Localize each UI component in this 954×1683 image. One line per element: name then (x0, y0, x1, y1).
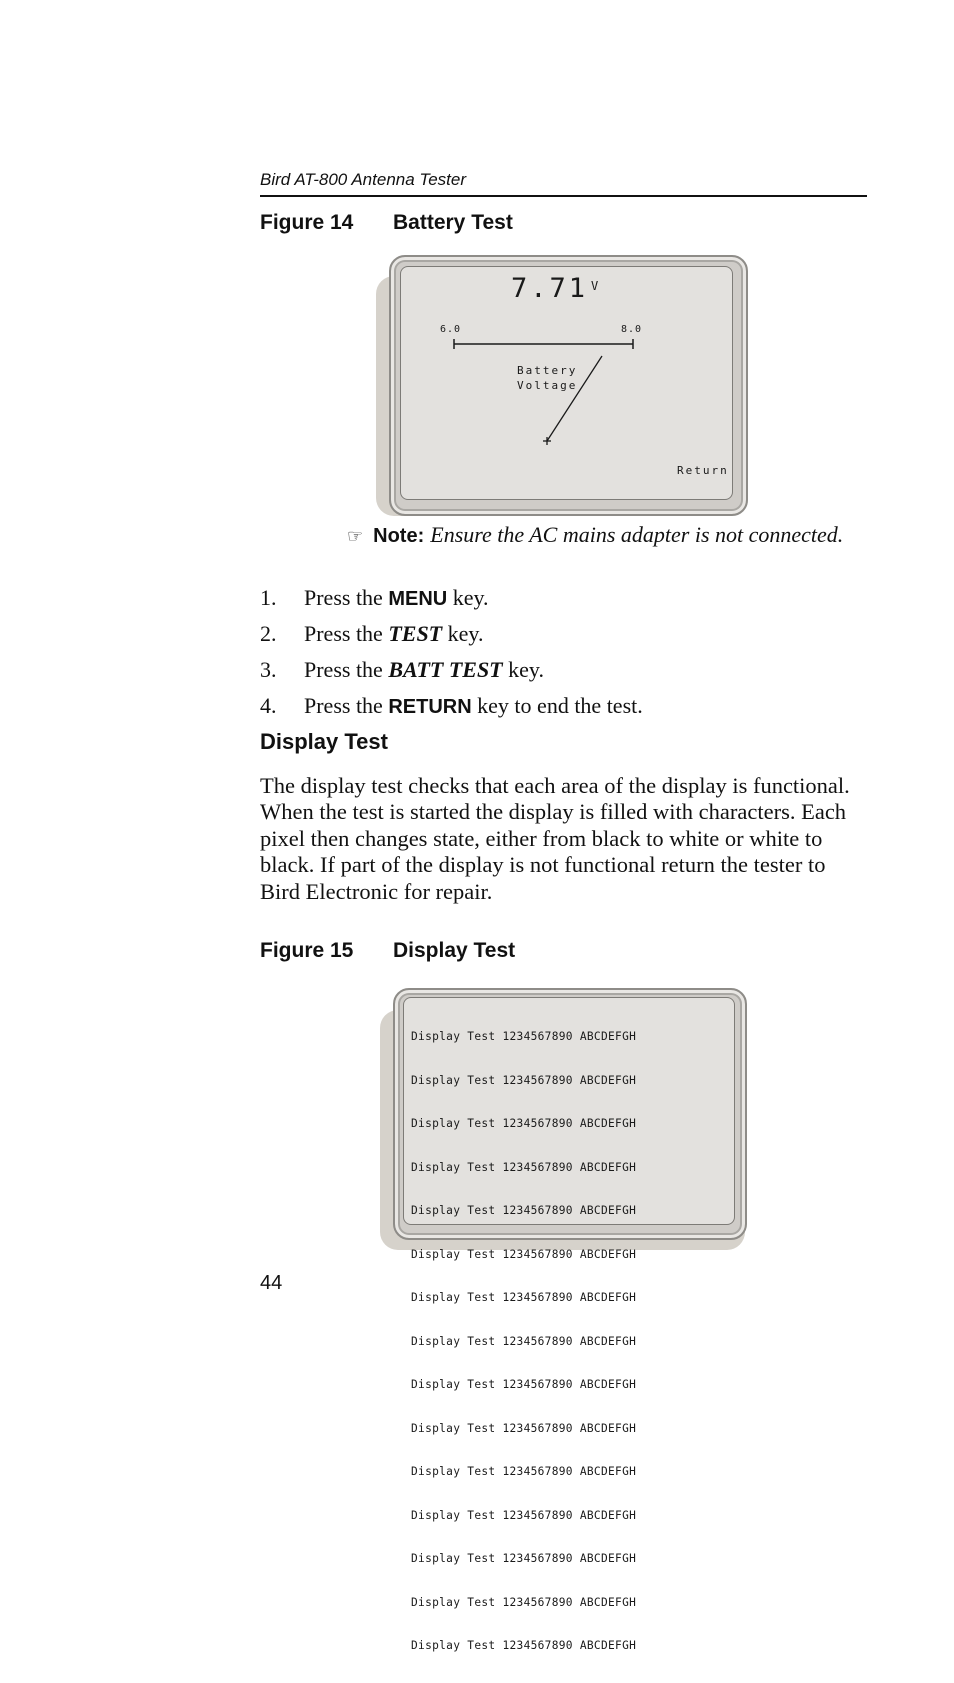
list-item (260, 657, 544, 683)
display-test-screen (403, 997, 735, 1652)
key-name-test: TEST (388, 621, 443, 646)
step-number: 4. (260, 693, 277, 718)
section-heading: Display Test (260, 729, 388, 754)
figure-14-number: Figure 14 (260, 211, 354, 234)
step-text: Press the (304, 693, 383, 718)
screen-line: Display Test 1234567890 ABCDEFGH (411, 1334, 637, 1348)
screen-line: Display Test 1234567890 ABCDEFGH (411, 1465, 637, 1478)
screen-line: Display Test 1234567890 ABCDEFGH (411, 1030, 637, 1043)
screen-line: Display Test 1234567890 ABCDEFGH (411, 1291, 637, 1304)
display-test-lines (411, 1001, 636, 1683)
figure-15-number: Figure 15 (260, 939, 354, 962)
step-number: 3. (260, 657, 277, 682)
step-text: key. (452, 585, 489, 610)
scale-min-label: 6.0 (440, 324, 462, 335)
step-text: key to end the test. (477, 693, 643, 718)
key-name-batt-test: BATT TEST (388, 657, 503, 682)
step-text: Press the (304, 621, 383, 646)
note-text: Ensure the AC mains adapter is not connected. (430, 522, 844, 547)
figure-15-caption (260, 939, 515, 963)
step-text: Press the (304, 585, 383, 610)
step-number: 1. (260, 585, 277, 610)
note (347, 521, 867, 550)
figure-14-title: Battery Test (393, 211, 513, 234)
section-paragraph: The display test checks that each area of the display is functional. When the test is started the display is filled with characters. Each pixel then changes state, either from black to white or white to black. If part of the display is not functional return the tester to Bird Electronic for repair. (260, 773, 850, 904)
pointing-hand-icon: ☞ (347, 526, 364, 547)
screen-line: Display Test 1234567890 ABCDEFGH (411, 1117, 637, 1130)
step-text: Press the (304, 657, 383, 682)
screen-line: Display Test 1234567890 ABCDEFGH (411, 1160, 637, 1174)
key-name-return: RETURN (388, 696, 472, 718)
screen-line: Display Test 1234567890 ABCDEFGH (411, 1595, 637, 1609)
header-title: Bird AT-800 Antenna Tester (260, 170, 467, 189)
needle-label-voltage: Voltage (517, 379, 578, 392)
screen-line: Display Test 1234567890 ABCDEFGH (411, 1378, 637, 1391)
step-text: key. (508, 657, 544, 682)
step-text: key. (447, 621, 484, 646)
screen-line: Display Test 1234567890 ABCDEFGH (411, 1639, 637, 1652)
figure-14-caption (260, 211, 513, 235)
screen-line: Display Test 1234567890 ABCDEFGH (411, 1247, 637, 1261)
screen-line: Display Test 1234567890 ABCDEFGH (411, 1204, 637, 1217)
list-item (260, 585, 489, 611)
screen-line: Display Test 1234567890 ABCDEFGH (411, 1552, 637, 1565)
list-item (260, 621, 483, 647)
key-name-menu: MENU (388, 588, 448, 610)
needle-label-battery: Battery (517, 364, 578, 377)
running-header (260, 168, 867, 197)
note-label: Note: (373, 525, 425, 547)
voltage-unit: V (591, 279, 599, 293)
step-number: 2. (260, 621, 277, 646)
scale-max-label: 8.0 (621, 324, 643, 335)
return-softkey-label: Return (677, 464, 729, 477)
battery-test-screen (400, 266, 733, 500)
list-item (260, 693, 643, 719)
screen-line: Display Test 1234567890 ABCDEFGH (411, 1073, 637, 1087)
screen-line: Display Test 1234567890 ABCDEFGH (411, 1421, 637, 1435)
figure-15-title: Display Test (393, 939, 516, 962)
page-number: 44 (260, 1272, 283, 1294)
battery-voltage-reading: 7.71 (511, 273, 589, 304)
screen-line: Display Test 1234567890 ABCDEFGH (411, 1508, 637, 1522)
